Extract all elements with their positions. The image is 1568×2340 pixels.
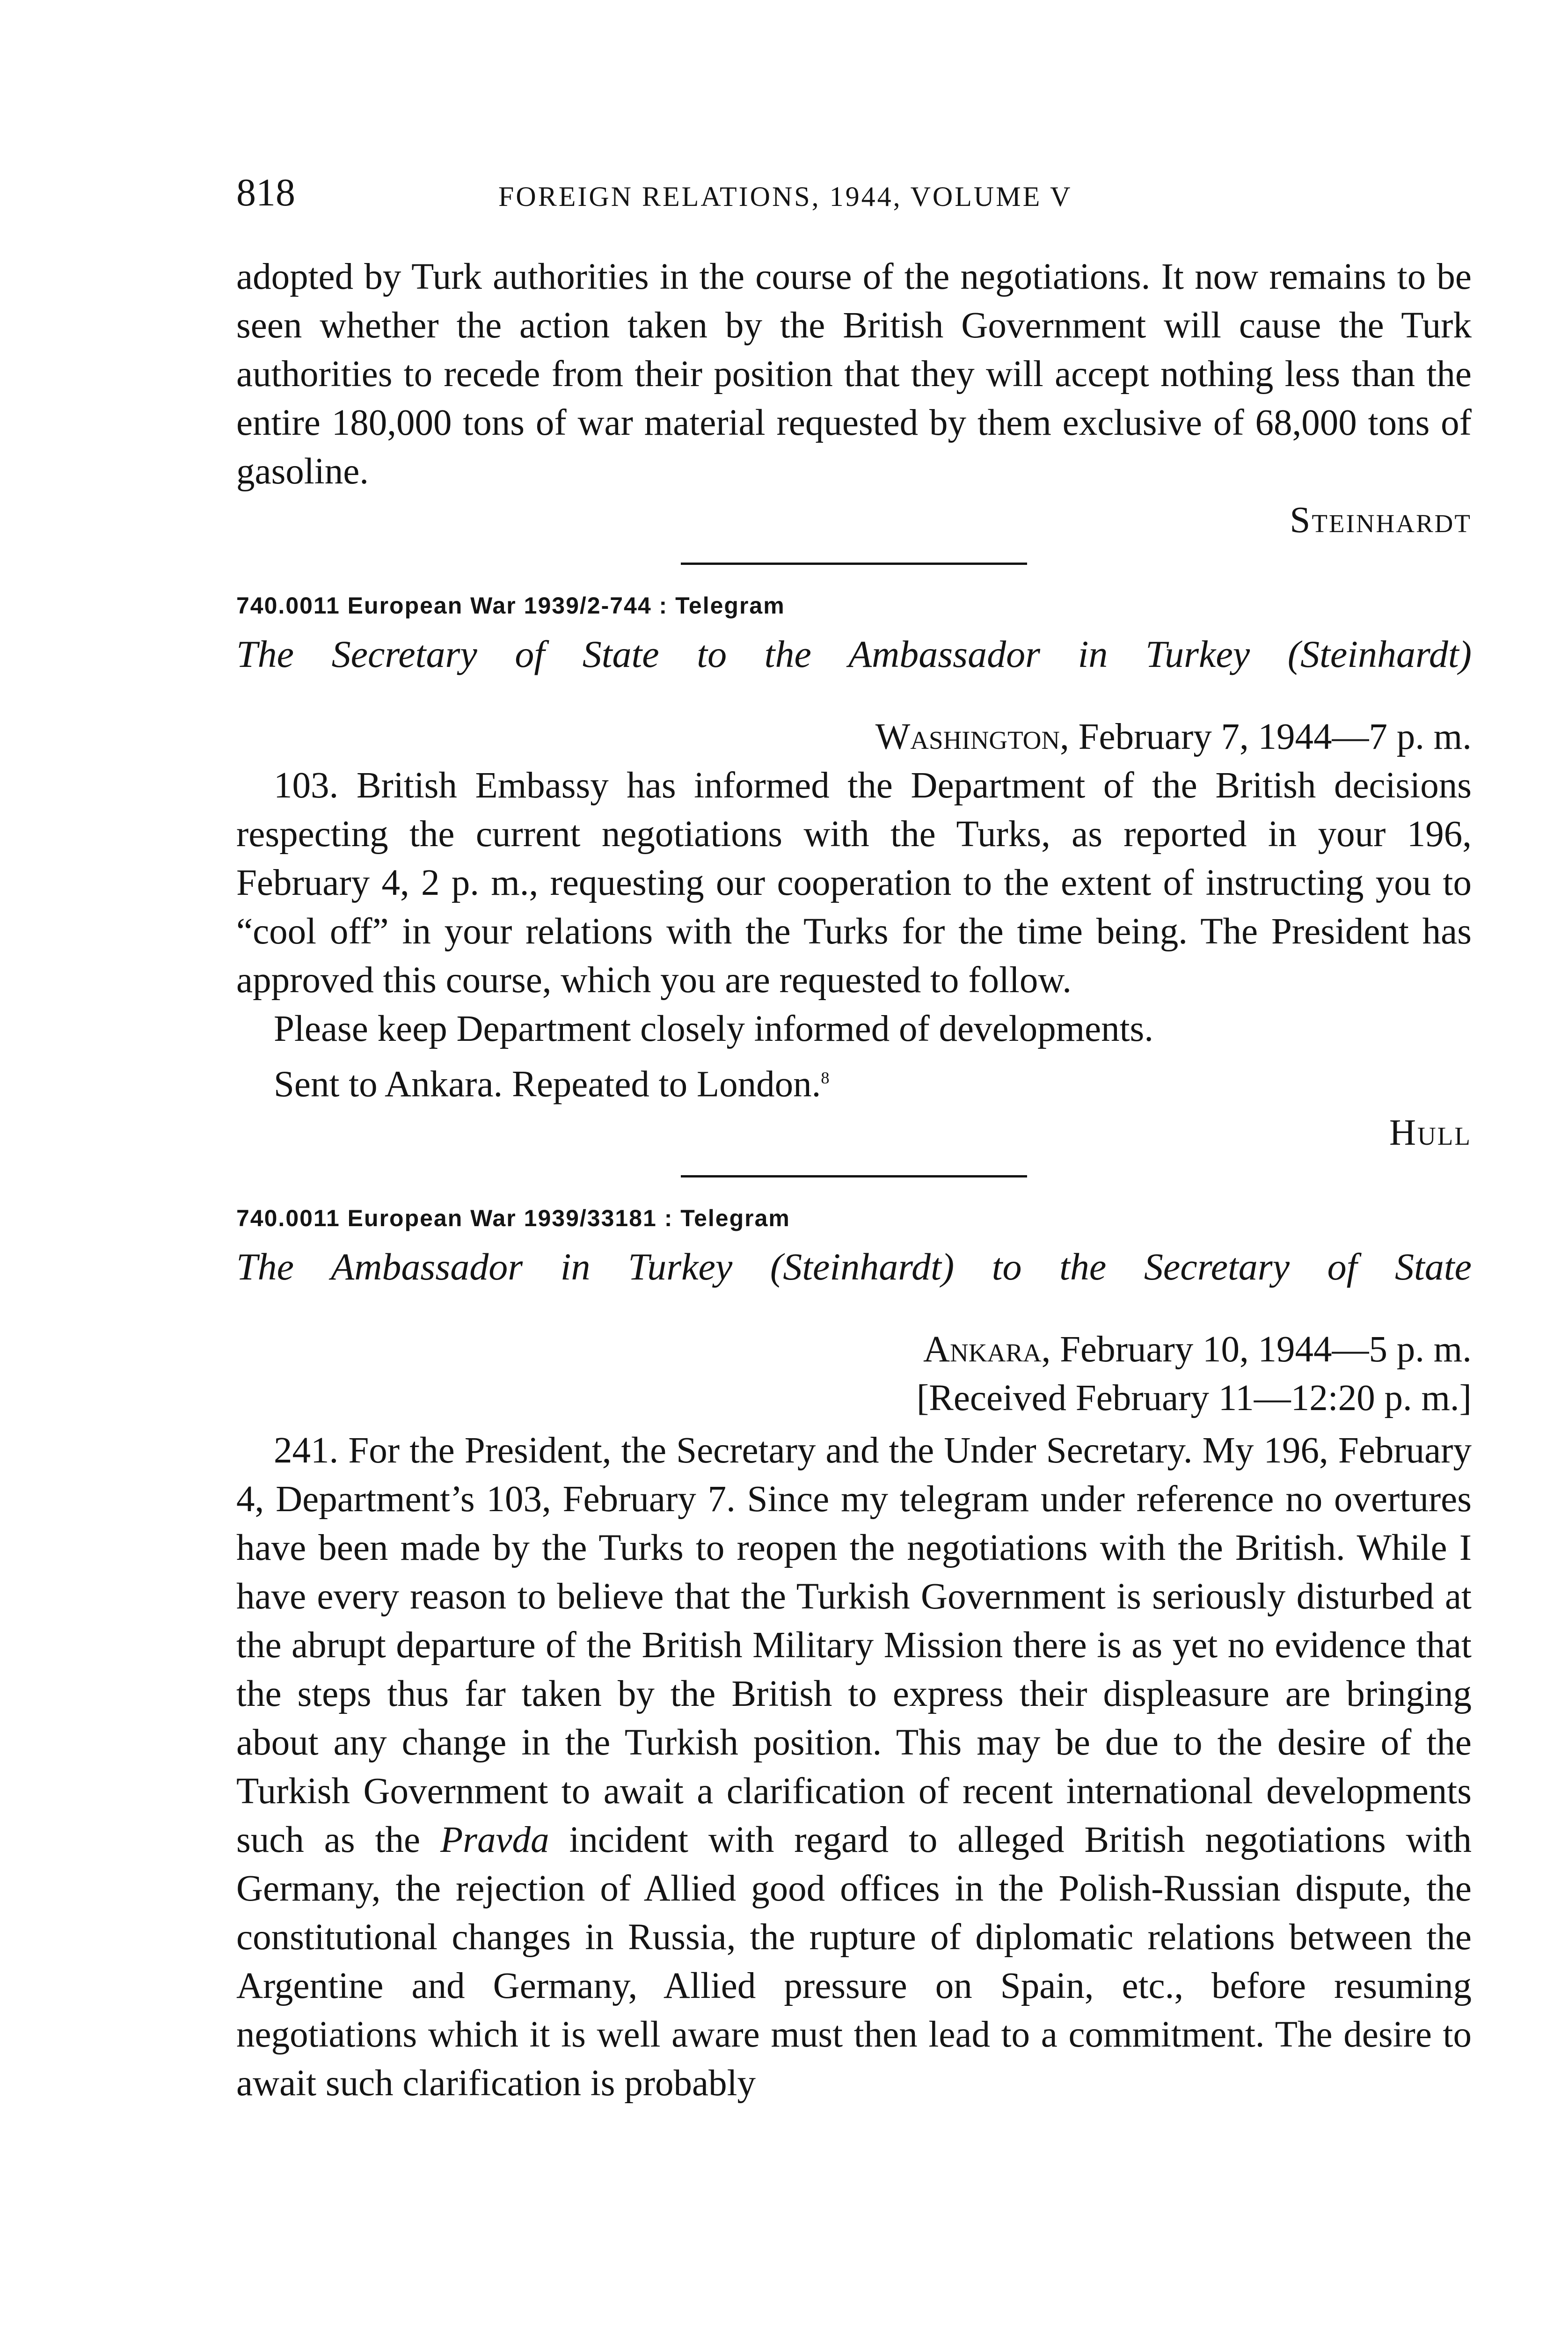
newspaper-title: Pravda (440, 1820, 549, 1861)
received-line: [Received February 11—12:20 p. m.] (916, 1378, 1472, 1419)
dateline-date: February 10, 1944—5 p. m. (1050, 1329, 1472, 1370)
signature-hull: Hull (1389, 1112, 1472, 1154)
telegram-paragraph: Please keep Department closely informed of developments. (274, 1009, 1154, 1049)
telegram-text: Sent to Ankara. Repeated to London. (274, 1064, 821, 1105)
document-entry-1 (236, 589, 1472, 1157)
section-divider (681, 563, 1027, 565)
section-divider (681, 1175, 1027, 1177)
file-reference: 740.0011 European War 1939/2-744 : Telegram (236, 592, 785, 619)
document-heading: The Secretary of State to the Ambassador in Turkey (Steinhardt) (236, 633, 1472, 675)
telegram-text: incident with regard to alleged British negotiations with Germany, the rejection of Allied good offices in the Polish-Russian dispute, the constitutional changes in Russia, the rupture of diplomatic relations between the Argentine and Germany, Allied pressure on Spain, etc., before resuming negotiations which it is well aware must then lead to a commitment. The desire to await such clarification is probably (236, 1820, 1472, 2104)
document-entry-2 (236, 1202, 1472, 2108)
running-header (236, 168, 1472, 220)
running-title: FOREIGN RELATIONS, 1944, VOLUME V (498, 181, 1072, 212)
continuation-paragraph: adopted by Turk authorities in the course of the negotiations. It now remains to be seen whether the action taken by the British Government will cause the Turk authorities to recede from their position that they will accept nothing less than the entire 180,000 tons of war material requested by them exclusive of 68,000 tons of gasoline. (236, 256, 1472, 492)
footnote-reference: 8 (821, 1068, 830, 1087)
telegram-paragraph (236, 1053, 1472, 1109)
dateline-place: Ankara, (923, 1329, 1051, 1370)
telegram-paragraph: 103. British Embassy has informed the Department of the British decisions respecting the current negotiations with the Turks, as reported in your 196, February 4, 2 p. m., requesting our cooperation to the extent of instructing you to “cool off” in your relations with the Turks for the time being. The President has approved this course, which you are requested to follow. (236, 765, 1472, 1001)
file-reference: 740.0011 European War 1939/33181 : Telegram (236, 1205, 790, 1232)
telegram-paragraph (236, 1426, 1472, 2108)
dateline (236, 1325, 1472, 1374)
dateline-date: February 7, 1944—7 p. m. (1069, 717, 1472, 757)
signature-steinhardt: Steinhardt (1290, 500, 1472, 541)
dateline-place: Washington, (875, 717, 1069, 757)
telegram-text: 241. For the President, the Secretary and the Under Secretary. My 196, February 4, Department’s 103, February 7. Since my telegram under reference no overtures have been made by the Turks to reopen the negotiations with the British. While I have every reason to believe that the Turkish Government is seriously disturbed at the abrupt departure of the British Military Mission there is as yet no evidence that the steps thus far taken by the British to express their displeasure are bringing about any change in the Turkish position. This may be due to the desire of the Turkish Government to await a clarification of recent international developments such as the (236, 1430, 1472, 1861)
document-heading: The Ambassador in Turkey (Steinhardt) to the Secretary of State (236, 1245, 1472, 1288)
page-number: 818 (236, 171, 295, 214)
document-page (236, 168, 1472, 2108)
dateline (236, 713, 1472, 761)
